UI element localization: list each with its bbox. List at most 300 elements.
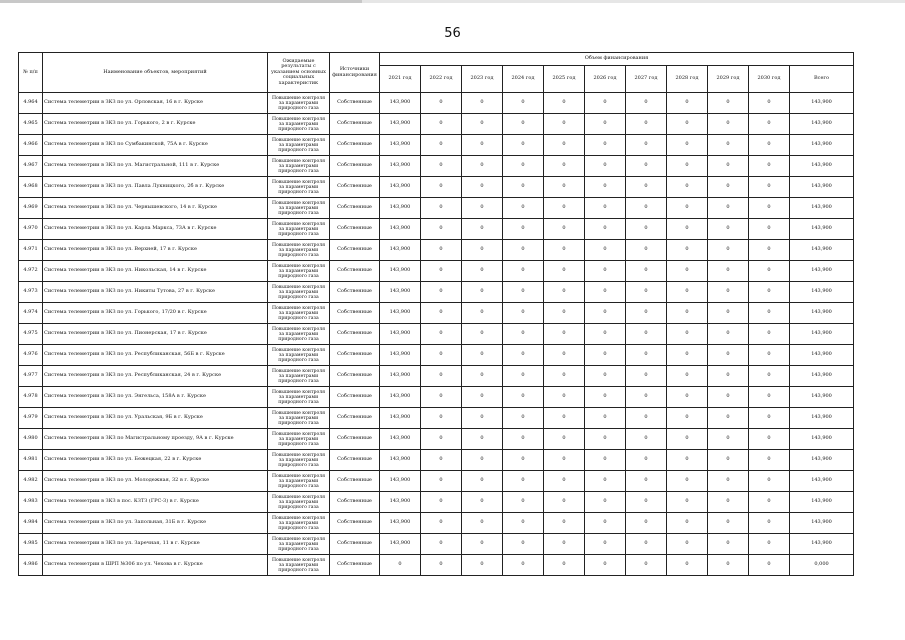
- year-value: 0: [503, 408, 544, 429]
- year-value: 0: [421, 513, 462, 534]
- year-value: 0: [585, 219, 626, 240]
- year-value: 0: [585, 408, 626, 429]
- object-name: Система телеметрии в ЗКЗ по ул. Павла Лукницкого, 2б в г. Курске: [43, 177, 268, 198]
- row-number: 4.985: [19, 534, 43, 555]
- row-number: 4.983: [19, 492, 43, 513]
- year-value: 0: [749, 429, 790, 450]
- expected-result: Повышение контроля за параметрами природного газа: [268, 135, 330, 156]
- year-value: 0: [626, 156, 667, 177]
- expected-result: Повышение контроля за параметрами природного газа: [268, 555, 330, 576]
- row-total: 143,900: [790, 114, 854, 135]
- year-value: 0: [544, 219, 585, 240]
- row-total: 143,900: [790, 429, 854, 450]
- row-number: 4.977: [19, 366, 43, 387]
- year-value: 0: [708, 345, 749, 366]
- year-value: 0: [626, 240, 667, 261]
- year-value: 0: [667, 471, 708, 492]
- funding-source: Собственные: [330, 450, 380, 471]
- year-value: 0: [667, 324, 708, 345]
- year-value: 0: [503, 156, 544, 177]
- year-value: 0: [462, 114, 503, 135]
- year-value: 143,900: [380, 450, 421, 471]
- year-value: 0: [462, 408, 503, 429]
- year-value: 0: [421, 114, 462, 135]
- year-value: 0: [503, 282, 544, 303]
- year-value: 0: [421, 261, 462, 282]
- year-value: 0: [503, 450, 544, 471]
- header-result: Ожидаемые результаты с указанием основных социальных характеристик: [268, 53, 330, 93]
- table-row: [19, 324, 854, 345]
- row-number: 4.979: [19, 408, 43, 429]
- table-row: [19, 219, 854, 240]
- header-year: 2030 год: [749, 66, 790, 93]
- year-value: 0: [708, 156, 749, 177]
- expected-result: Повышение контроля за параметрами природного газа: [268, 303, 330, 324]
- year-value: 143,900: [380, 408, 421, 429]
- year-value: 0: [585, 534, 626, 555]
- table-row: [19, 177, 854, 198]
- year-value: 0: [667, 366, 708, 387]
- year-value: 0: [626, 534, 667, 555]
- year-value: 143,900: [380, 198, 421, 219]
- investment-table: [18, 52, 854, 576]
- year-value: 0: [462, 198, 503, 219]
- year-value: 0: [421, 492, 462, 513]
- year-value: 0: [421, 408, 462, 429]
- year-value: 0: [421, 429, 462, 450]
- object-name: Система телеметрии в ЗКЗ в пос. КЗТЗ (ГРС-3) в г. Курске: [43, 492, 268, 513]
- year-value: 0: [462, 240, 503, 261]
- expected-result: Повышение контроля за параметрами природного газа: [268, 513, 330, 534]
- row-number: 4.971: [19, 240, 43, 261]
- year-value: 0: [421, 366, 462, 387]
- year-value: 0: [544, 156, 585, 177]
- year-value: 0: [749, 261, 790, 282]
- year-value: 0: [667, 303, 708, 324]
- header-year: 2029 год: [708, 66, 749, 93]
- year-value: 0: [585, 303, 626, 324]
- header-year: 2021 год: [380, 66, 421, 93]
- row-total: 143,900: [790, 534, 854, 555]
- year-value: 0: [708, 177, 749, 198]
- year-value: 0: [544, 240, 585, 261]
- funding-source: Собственные: [330, 156, 380, 177]
- header-year: 2026 год: [585, 66, 626, 93]
- object-name: Система телеметрии в ЗКЗ по Сумбакинской, 75А в г. Курске: [43, 135, 268, 156]
- expected-result: Повышение контроля за параметрами природного газа: [268, 471, 330, 492]
- expected-result: Повышение контроля за параметрами природного газа: [268, 156, 330, 177]
- year-value: 0: [462, 513, 503, 534]
- year-value: 0: [544, 303, 585, 324]
- table-row: [19, 93, 854, 114]
- year-value: 143,900: [380, 93, 421, 114]
- year-value: 0: [708, 429, 749, 450]
- year-value: 143,900: [380, 219, 421, 240]
- year-value: 0: [708, 93, 749, 114]
- year-value: 0: [667, 219, 708, 240]
- table-row: [19, 387, 854, 408]
- row-total: 143,900: [790, 366, 854, 387]
- table-row: [19, 114, 854, 135]
- year-value: 0: [421, 555, 462, 576]
- object-name: Система телеметрии в ЗКЗ по ул. Горького, 17/20 в г. Курске: [43, 303, 268, 324]
- expected-result: Повышение контроля за параметрами природного газа: [268, 114, 330, 135]
- year-value: 0: [667, 555, 708, 576]
- year-value: 0: [667, 429, 708, 450]
- year-value: 0: [626, 135, 667, 156]
- table-row: [19, 408, 854, 429]
- year-value: 0: [503, 198, 544, 219]
- expected-result: Повышение контроля за параметрами природного газа: [268, 366, 330, 387]
- year-value: 0: [421, 345, 462, 366]
- year-value: 0: [708, 471, 749, 492]
- year-value: 0: [626, 555, 667, 576]
- year-value: 0: [749, 471, 790, 492]
- row-total: 143,900: [790, 408, 854, 429]
- year-value: 0: [421, 471, 462, 492]
- row-total: 143,900: [790, 261, 854, 282]
- object-name: Система телеметрии в ЗКЗ по ул. Никольская, 14 в г. Курске: [43, 261, 268, 282]
- year-value: 0: [462, 93, 503, 114]
- funding-source: Собственные: [330, 429, 380, 450]
- year-value: 0: [585, 282, 626, 303]
- year-value: 0: [503, 345, 544, 366]
- expected-result: Повышение контроля за параметрами природного газа: [268, 492, 330, 513]
- row-number: 4.968: [19, 177, 43, 198]
- expected-result: Повышение контроля за параметрами природного газа: [268, 408, 330, 429]
- year-value: 0: [544, 114, 585, 135]
- table-row: [19, 429, 854, 450]
- year-value: 0: [749, 303, 790, 324]
- year-value: 0: [708, 534, 749, 555]
- year-value: 0: [708, 450, 749, 471]
- year-value: 0: [708, 135, 749, 156]
- year-value: 0: [544, 555, 585, 576]
- object-name: Система телеметрии в ЗКЗ по ул. Пионерская, 17 в г. Курске: [43, 324, 268, 345]
- year-value: 0: [749, 219, 790, 240]
- year-value: 0: [667, 282, 708, 303]
- object-name: Система телеметрии в ЗКЗ по ул. Республиканская, 56Б в г. Курске: [43, 345, 268, 366]
- header-year: 2027 год: [626, 66, 667, 93]
- year-value: 0: [421, 450, 462, 471]
- header-num: № п/п: [19, 53, 43, 93]
- year-value: 143,900: [380, 114, 421, 135]
- year-value: 0: [462, 450, 503, 471]
- row-number: 4.981: [19, 450, 43, 471]
- year-value: 0: [503, 366, 544, 387]
- year-value: 0: [626, 471, 667, 492]
- year-value: 0: [462, 261, 503, 282]
- year-value: 0: [544, 492, 585, 513]
- header-source: Источники финансирования: [330, 53, 380, 93]
- table-row: [19, 555, 854, 576]
- year-value: 0: [626, 282, 667, 303]
- year-value: 0: [708, 219, 749, 240]
- year-value: 0: [667, 534, 708, 555]
- year-value: 0: [585, 93, 626, 114]
- year-value: 0: [667, 492, 708, 513]
- year-value: 143,900: [380, 282, 421, 303]
- year-value: 0: [421, 282, 462, 303]
- expected-result: Повышение контроля за параметрами природного газа: [268, 534, 330, 555]
- object-name: Система телеметрии в ЗКЗ по ул. Карла Маркса, 73А в г. Курске: [43, 219, 268, 240]
- table-row: [19, 513, 854, 534]
- year-value: 143,900: [380, 324, 421, 345]
- year-value: 0: [585, 156, 626, 177]
- year-value: 0: [544, 261, 585, 282]
- table-row: [19, 366, 854, 387]
- year-value: 0: [585, 471, 626, 492]
- year-value: 0: [421, 240, 462, 261]
- expected-result: Повышение контроля за параметрами природного газа: [268, 282, 330, 303]
- header-total: Всего: [790, 66, 854, 93]
- year-value: 0: [749, 114, 790, 135]
- object-name: Система телеметрии в ЗКЗ по ул. Орловская, 16 в г. Курске: [43, 93, 268, 114]
- row-total: 143,900: [790, 240, 854, 261]
- row-number: 4.974: [19, 303, 43, 324]
- object-name: Система телеметрии в ЗКЗ по ул. Заречная, 11 в г. Курске: [43, 534, 268, 555]
- object-name: Система телеметрии в ЗКЗ по Магистральному проезду, 9А в г. Курске: [43, 429, 268, 450]
- year-value: 0: [585, 261, 626, 282]
- year-value: 0: [503, 303, 544, 324]
- row-total: 143,900: [790, 93, 854, 114]
- year-value: 0: [626, 492, 667, 513]
- year-value: 0: [585, 345, 626, 366]
- funding-source: Собственные: [330, 261, 380, 282]
- year-value: 0: [708, 240, 749, 261]
- row-total: 143,900: [790, 345, 854, 366]
- header-year: 2028 год: [667, 66, 708, 93]
- year-value: 0: [462, 156, 503, 177]
- object-name: Система телеметрии в ШРП №306 по ул. Чехова в г. Курске: [43, 555, 268, 576]
- year-value: 0: [462, 345, 503, 366]
- year-value: 0: [462, 324, 503, 345]
- year-value: 0: [421, 219, 462, 240]
- funding-source: Собственные: [330, 93, 380, 114]
- expected-result: Повышение контроля за параметрами природного газа: [268, 450, 330, 471]
- year-value: 0: [503, 513, 544, 534]
- year-value: 143,900: [380, 471, 421, 492]
- year-value: 143,900: [380, 513, 421, 534]
- year-value: 0: [626, 513, 667, 534]
- funding-source: Собственные: [330, 471, 380, 492]
- row-total: 143,900: [790, 177, 854, 198]
- year-value: 0: [503, 219, 544, 240]
- row-number: 4.978: [19, 387, 43, 408]
- funding-source: Собственные: [330, 408, 380, 429]
- year-value: 0: [380, 555, 421, 576]
- year-value: 0: [749, 198, 790, 219]
- row-number: 4.973: [19, 282, 43, 303]
- funding-source: Собственные: [330, 219, 380, 240]
- year-value: 0: [503, 555, 544, 576]
- year-value: 0: [667, 450, 708, 471]
- year-value: 0: [626, 303, 667, 324]
- year-value: 0: [421, 324, 462, 345]
- year-value: 0: [708, 492, 749, 513]
- table-row: [19, 492, 854, 513]
- year-value: 0: [626, 366, 667, 387]
- year-value: 0: [421, 198, 462, 219]
- year-value: 0: [626, 114, 667, 135]
- year-value: 0: [544, 387, 585, 408]
- year-value: 0: [626, 261, 667, 282]
- year-value: 0: [667, 408, 708, 429]
- year-value: 0: [421, 177, 462, 198]
- object-name: Система телеметрии в ЗКЗ по ул. Молодежная, 32 в г. Курске: [43, 471, 268, 492]
- year-value: 0: [503, 240, 544, 261]
- row-number: 4.986: [19, 555, 43, 576]
- year-value: 0: [544, 135, 585, 156]
- year-value: 0: [749, 513, 790, 534]
- year-value: 0: [708, 555, 749, 576]
- year-value: 0: [708, 366, 749, 387]
- year-value: 0: [749, 492, 790, 513]
- year-value: 0: [626, 408, 667, 429]
- object-name: Система телеметрии в ЗКЗ по ул. Чернышевского, 14 в г. Курске: [43, 198, 268, 219]
- funding-source: Собственные: [330, 555, 380, 576]
- object-name: Система телеметрии в ЗКЗ по ул. Республиканская, 24 в г. Курске: [43, 366, 268, 387]
- year-value: 0: [544, 93, 585, 114]
- year-value: 0: [462, 429, 503, 450]
- scan-edge: [0, 0, 905, 3]
- table-body: [19, 93, 854, 576]
- year-value: 0: [749, 345, 790, 366]
- year-value: 0: [544, 534, 585, 555]
- year-value: 0: [544, 366, 585, 387]
- year-value: 0: [462, 135, 503, 156]
- funding-source: Собственные: [330, 366, 380, 387]
- year-value: 0: [544, 282, 585, 303]
- expected-result: Повышение контроля за параметрами природного газа: [268, 219, 330, 240]
- row-total: 143,900: [790, 198, 854, 219]
- year-value: 0: [421, 303, 462, 324]
- year-value: 0: [462, 366, 503, 387]
- table-row: [19, 345, 854, 366]
- year-value: 0: [462, 492, 503, 513]
- year-value: 0: [626, 324, 667, 345]
- year-value: 0: [544, 408, 585, 429]
- expected-result: Повышение контроля за параметрами природного газа: [268, 177, 330, 198]
- year-value: 0: [667, 156, 708, 177]
- year-value: 0: [708, 324, 749, 345]
- year-value: 0: [749, 387, 790, 408]
- expected-result: Повышение контроля за параметрами природного газа: [268, 387, 330, 408]
- year-value: 0: [503, 429, 544, 450]
- year-value: 143,900: [380, 534, 421, 555]
- year-value: 143,900: [380, 156, 421, 177]
- expected-result: Повышение контроля за параметрами природного газа: [268, 261, 330, 282]
- row-total: 143,900: [790, 492, 854, 513]
- year-value: 0: [626, 387, 667, 408]
- row-total: 143,900: [790, 450, 854, 471]
- year-value: 0: [503, 261, 544, 282]
- year-value: 0: [585, 450, 626, 471]
- year-value: 0: [421, 387, 462, 408]
- row-total: 143,900: [790, 219, 854, 240]
- funding-source: Собственные: [330, 324, 380, 345]
- year-value: 0: [462, 387, 503, 408]
- table-row: [19, 282, 854, 303]
- funding-source: Собственные: [330, 198, 380, 219]
- year-value: 0: [585, 555, 626, 576]
- object-name: Система телеметрии в ЗКЗ по ул. Никиты Тутова, 27 в г. Курске: [43, 282, 268, 303]
- year-value: 0: [544, 450, 585, 471]
- header-year: 2024 год: [503, 66, 544, 93]
- row-total: 143,900: [790, 387, 854, 408]
- table-row: [19, 303, 854, 324]
- year-value: 143,900: [380, 429, 421, 450]
- year-value: 0: [626, 198, 667, 219]
- object-name: Система телеметрии в ЗКЗ по ул. Запольная, 31Б в г. Курске: [43, 513, 268, 534]
- expected-result: Повышение контроля за параметрами природного газа: [268, 198, 330, 219]
- table-row: [19, 471, 854, 492]
- year-value: 0: [544, 345, 585, 366]
- row-number: 4.976: [19, 345, 43, 366]
- funding-source: Собственные: [330, 534, 380, 555]
- table-row: [19, 135, 854, 156]
- year-value: 0: [626, 345, 667, 366]
- year-value: 0: [708, 114, 749, 135]
- year-value: 0: [462, 282, 503, 303]
- year-value: 0: [503, 135, 544, 156]
- year-value: 0: [749, 324, 790, 345]
- year-value: 143,900: [380, 135, 421, 156]
- funding-source: Собственные: [330, 345, 380, 366]
- row-number: 4.975: [19, 324, 43, 345]
- year-value: 0: [667, 198, 708, 219]
- object-name: Система телеметрии в ЗКЗ по ул. Бежецкая, 22 в г. Курске: [43, 450, 268, 471]
- funding-source: Собственные: [330, 492, 380, 513]
- year-value: 0: [421, 534, 462, 555]
- row-number: 4.970: [19, 219, 43, 240]
- row-total: 143,900: [790, 303, 854, 324]
- year-value: 143,900: [380, 387, 421, 408]
- year-value: 0: [749, 177, 790, 198]
- funding-source: Собственные: [330, 114, 380, 135]
- year-value: 0: [585, 114, 626, 135]
- year-value: 0: [503, 471, 544, 492]
- row-number: 4.972: [19, 261, 43, 282]
- year-value: 0: [462, 555, 503, 576]
- year-value: 0: [626, 177, 667, 198]
- year-value: 0: [585, 177, 626, 198]
- header-year: 2023 год: [462, 66, 503, 93]
- funding-source: Собственные: [330, 135, 380, 156]
- year-value: 143,900: [380, 303, 421, 324]
- year-value: 0: [667, 240, 708, 261]
- object-name: Система телеметрии в ЗКЗ по ул. Верхней, 17 в г. Курске: [43, 240, 268, 261]
- year-value: 0: [585, 198, 626, 219]
- row-total: 143,900: [790, 513, 854, 534]
- year-value: 0: [585, 324, 626, 345]
- year-value: 0: [749, 555, 790, 576]
- object-name: Система телеметрии в ЗКЗ по ул. Магистральной, 111 в г. Курске: [43, 156, 268, 177]
- row-number: 4.965: [19, 114, 43, 135]
- table-row: [19, 261, 854, 282]
- funding-source: Собственные: [330, 282, 380, 303]
- year-value: 0: [585, 513, 626, 534]
- year-value: 0: [626, 219, 667, 240]
- year-value: 0: [503, 114, 544, 135]
- year-value: 143,900: [380, 261, 421, 282]
- year-value: 0: [503, 93, 544, 114]
- year-value: 0: [749, 282, 790, 303]
- expected-result: Повышение контроля за параметрами природного газа: [268, 345, 330, 366]
- row-number: 4.982: [19, 471, 43, 492]
- year-value: 0: [667, 114, 708, 135]
- table-row: [19, 240, 854, 261]
